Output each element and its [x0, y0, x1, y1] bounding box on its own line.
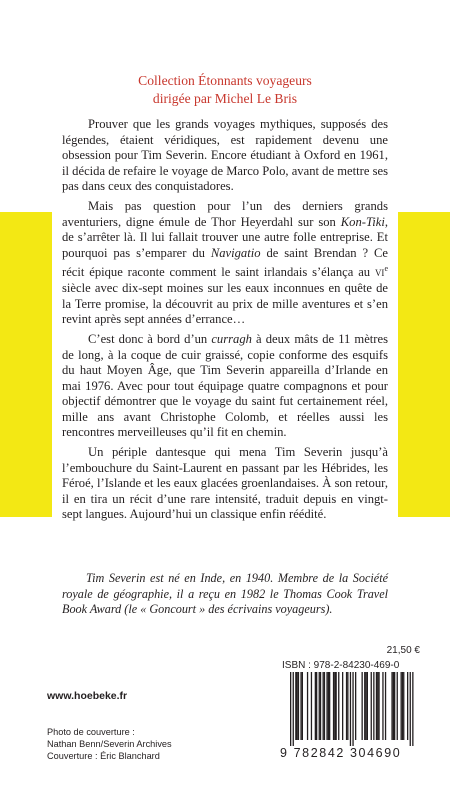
barcode-image	[282, 672, 422, 752]
barcode-bar	[347, 672, 348, 740]
barcode-bar	[334, 672, 335, 740]
barcode-bar	[403, 672, 404, 740]
barcode-bar	[371, 672, 372, 740]
barcode-bar	[329, 672, 330, 740]
barcode-bar	[336, 672, 337, 740]
barcode-bar	[298, 672, 299, 740]
barcode-bar	[412, 672, 413, 746]
barcode-bar	[352, 672, 353, 746]
barcode-bar	[320, 672, 321, 740]
barcode-bar	[364, 672, 365, 740]
publisher-website[interactable]: www.hoebeke.fr	[47, 690, 128, 702]
barcode-bar	[290, 672, 291, 746]
barcode-bar	[376, 672, 377, 740]
barcode-bar	[410, 672, 411, 746]
barcode-bar	[338, 672, 339, 740]
barcode-bar	[407, 672, 408, 740]
barcode-bar	[307, 672, 308, 740]
barcode-bar	[300, 672, 301, 740]
barcode-bar	[293, 672, 294, 746]
barcode-bar	[378, 672, 379, 740]
barcode-bar	[350, 672, 351, 746]
price-label: 21,50 €	[386, 645, 420, 656]
blurb-paragraph-1: Prouver que les grands voyages mythiques, supposés des légendes, étaient véridiques, est rapidement devenu une obsession pour Tim Severin. Encore étudiant à Oxford en 1961, il décida de refaire le voyage de Marco Polo, avant de mettre ses pas dans ceux des conquistadores.	[62, 117, 388, 194]
barcode-bar	[319, 672, 320, 740]
barcode-bar	[297, 672, 298, 740]
barcode-bar	[377, 672, 378, 740]
author-bio	[62, 571, 388, 618]
barcode-digits: 9 782842 304690	[280, 746, 402, 760]
barcode-bar	[295, 672, 296, 740]
blurb-paragraph-4: Un périple dantesque qui mena Tim Severin jusqu’à l’embouchure du Saint-Laurent en passant par les Hébrides, les Féroé, l’Islande et les eaux glacées groenlandaises. À son retour, il en tira un récit d’une rare intensité, traduit depuis en vingt-sept langues. Aujourd’hui un classique enfin réédité.	[62, 445, 388, 522]
barcode-bar	[367, 672, 368, 740]
barcode-bar	[315, 672, 316, 740]
barcode-bar	[324, 672, 325, 740]
barcode-bar	[333, 672, 334, 740]
barcode-bars	[282, 672, 422, 746]
barcode-bar	[391, 672, 392, 740]
credits-cover-designer: Couverture : Éric Blanchard	[47, 750, 160, 761]
cover-credits	[47, 727, 227, 762]
barcode-bar	[328, 672, 329, 740]
barcode-bar	[346, 672, 347, 740]
barcode-bar	[326, 672, 327, 740]
blurb-paragraph-3: C’est donc à bord d’un curragh à deux mâts de 11 mètres de long, à la coque de cuir graissé, copie conforme des esquifs du haut Moyen Âge, que Tim Severin appareilla d’Irlande en mai 1976. Avec pour tout équipage quatre compagnons et pour objectif démontrer que le voyage du saint fut certainement réel, mille ans avant Christophe Colomb, et réelles aussi les rencontres merveilleuses qu’il fit en chemin.	[62, 331, 388, 440]
barcode-bar	[393, 672, 394, 740]
collection-header	[52, 72, 398, 108]
barcode-bar	[394, 672, 395, 740]
author-bio-text: Tim Severin est né en Inde, en 1940. Membre de la Société royale de géographie, il a reçu en 1982 le Thomas Cook Travel Book Award (le « Goncourt » des écrivains voyageurs).	[62, 571, 388, 617]
back-cover-blurb	[62, 117, 388, 527]
barcode-bar	[365, 672, 366, 740]
barcode-bar	[316, 672, 317, 740]
barcode-bar	[401, 672, 402, 740]
collection-title: Collection Étonnants voyageurs	[138, 73, 312, 88]
barcode-bar	[342, 672, 343, 740]
barcode-bar	[373, 672, 374, 740]
barcode-bar	[362, 672, 363, 740]
barcode-bar	[311, 672, 312, 740]
blurb-paragraph-2: Mais pas question pour l’un des derniers grands aventuriers, digne émule de Thor Heyerdahl sur son Kon-Tiki, de s’arrêter là. Il lui fallait trouver une autre folle entreprise. Et pourquoi pas s’emparer du Navigatio de saint Brendan ? Ce récit épique raconte comment le saint irlandais s’élança au $vi^e$ siècle avec dix-sept moines sur les eaux inconnues en quête de la Terre promise, la découvrit au prix de mille aventures et s’en revint après sept années d’errance…	[62, 198, 388, 327]
barcode-bar	[397, 672, 398, 740]
credits-photographer: Nathan Benn/Severin Archives	[47, 738, 172, 749]
isbn-label: ISBN : 978-2-84230-469-0	[282, 660, 400, 671]
barcode-bar	[323, 672, 324, 740]
barcode-bar	[355, 672, 356, 740]
credits-photo-label: Photo de couverture :	[47, 727, 135, 737]
collection-director: dirigée par Michel Le Bris	[152, 91, 298, 106]
barcode-bar	[402, 672, 403, 740]
barcode-bar	[385, 672, 386, 740]
barcode-bar	[382, 672, 383, 740]
barcode-bar	[302, 672, 303, 740]
